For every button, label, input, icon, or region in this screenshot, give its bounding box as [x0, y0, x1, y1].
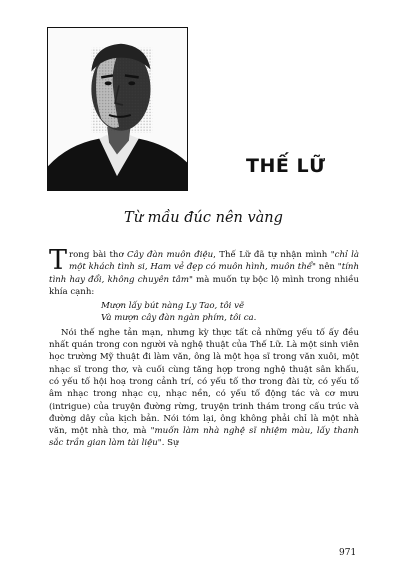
intro-text-3: nên [315, 262, 338, 273]
body-paragraph [49, 327, 359, 450]
verse-line: Và mượn cây đàn ngàn phím, tôi ca. [101, 313, 257, 324]
article-body [49, 245, 360, 450]
page-number: 971 [339, 548, 357, 558]
intro-text-1: rong bài thơ [69, 250, 128, 260]
intro-text-4: mà muốn tự bộc lộ mình trong nhiều khía cạnh: [49, 274, 360, 297]
poem-title: Cây đàn muôn điệu [127, 250, 214, 260]
verse-block [101, 300, 359, 325]
intro-quote-2: "tính tình hay đổi, không chuyên tâm" [49, 262, 359, 285]
portrait-image [48, 28, 187, 190]
section-title: Từ mầu đúc nên vàng [124, 210, 283, 226]
verse-line: Mượn lấy bút nàng Ly Tao, tôi vẽ [101, 301, 245, 312]
intro-quote-1: "chỉ là một khách tình si, Ham vẻ đẹp có muôn hình, muôn thể" [69, 250, 360, 273]
intro-paragraph [49, 245, 360, 298]
intro-text-2: , Thế Lữ đã tự nhận mình [213, 250, 331, 260]
drop-cap: T [49, 245, 68, 276]
author-name: THẾ LỮ [246, 155, 326, 177]
author-portrait [47, 27, 188, 191]
body-quote: "muốn làm nhà nghệ sĩ nhiệm màu, lấy thanh sắc trần gian làm tài liệu" [49, 426, 359, 449]
body-tail: . Sự [161, 438, 179, 449]
body-text: Nói thế nghe tản mạn, nhưng kỳ thực tất cả những yếu tố ấy đều nhất quán trong con người và nghệ thuật của Thế Lữ. Là một sinh viên học trường Mỹ thuật đi làm văn, ông là một họa sĩ trong văn xuôi, một nhạc sĩ trong thơ, và cuối cùng tăng hợp trong nghệ thuật sân khấu, có yếu tố hội hoạ trong cảnh trí, có yếu tố thơ trong đài từ, có yếu tố âm nhạc trong nhạc cụ, nhạc nền, có yếu tố động tác và cơ mưu (intrigue) của truyện đường rừng, truyện trinh thám trong cấu trúc và đường dây của kịch bản. Nói tóm lại, ông không phải chỉ là một nhà văn, một nhà thơ, mà [49, 327, 359, 437]
